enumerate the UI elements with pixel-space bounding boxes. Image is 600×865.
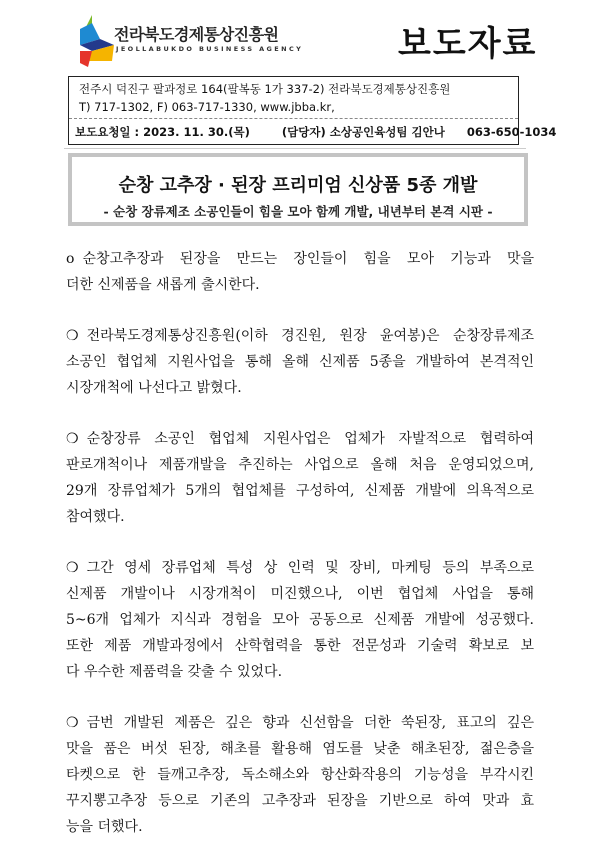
- paragraph-line: [66, 762, 534, 788]
- paragraph-line: [66, 478, 534, 504]
- paragraph-line: [66, 323, 534, 349]
- line-text: 소공인 협업체 지원사업을 통해 올해 신제품 5종을 개발하여 본격적인: [66, 354, 534, 370]
- divider: [69, 118, 518, 119]
- line-text: 순창고추장과 된장을 만드는 장인들이 힘을 모아 기능과 맛을: [82, 251, 534, 267]
- headline-box: [68, 153, 528, 226]
- bullet-icon: o: [66, 251, 75, 267]
- bullet-icon: ❍: [66, 715, 79, 731]
- line-text: 참여했다.: [66, 509, 125, 525]
- paragraph-line: [66, 349, 534, 375]
- manager: (담당자) 소상공인육성팀 김안나: [281, 125, 445, 139]
- article-body: [66, 246, 534, 865]
- line-text: 꾸지뽕고추장 등으로 기존의 고추장과 된장을 기반으로 하여 맛과 효: [66, 793, 534, 809]
- paragraph-line: [66, 607, 534, 633]
- paragraph-line: [66, 814, 534, 840]
- bullet-icon: ❍: [66, 328, 79, 344]
- line-text: 능을 더했다.: [66, 819, 143, 835]
- subheadline: - 순창 장류제조 소공인들이 힘을 모아 함께 개발, 내년부터 본격 시판 -: [103, 204, 493, 219]
- line-text: 더한 신제품을 새롭게 출시한다.: [66, 277, 260, 293]
- paragraph-line: [66, 272, 534, 298]
- line-text: 29개 장류업체가 5개의 협업체를 구성하여, 신제품 개발에 의욕적으로: [66, 483, 534, 499]
- line-text: 맛을 품은 버섯 된장, 해초를 활용해 염도를 낮춘 해초된장, 젊은층을: [66, 741, 534, 757]
- divider: [64, 148, 526, 149]
- paragraph-line: [66, 736, 534, 762]
- line-text: 그간 영세 장류업체 특성 상 인력 및 장비, 마케팅 등의 부족으로: [86, 560, 534, 576]
- paragraph: [66, 426, 534, 530]
- document-type-heading: 보도자료: [398, 24, 538, 64]
- line-text: 순창장류 소공인 협업체 지원사업은 업체가 자발적으로 협력하여: [86, 431, 534, 447]
- line-text: 신제품 개발이나 시장개척이 미진했으나, 이번 협업체 사업을 통해: [66, 586, 534, 602]
- headline: 순창 고추장 · 된장 프리미엄 신상품 5종 개발: [118, 175, 478, 196]
- contact-numbers: T) 717-1302, F) 063-717-1330, www.jbba.kr,: [79, 100, 335, 114]
- contact-info-box: [68, 76, 557, 145]
- paragraph-line: [66, 246, 534, 272]
- paragraph-line: [66, 659, 534, 685]
- org-name-ko: 전라북도경제통상진흥원: [114, 25, 279, 44]
- paragraph: [66, 246, 534, 298]
- org-name-en: JEOLLABUKDO BUSINESS AGENCY: [116, 45, 304, 53]
- line-text: 또한 제품 개발과정에서 산학협력을 통한 전문성과 기술력 확보로 보: [66, 638, 534, 654]
- paragraph: [66, 710, 534, 840]
- paragraph-line: [66, 710, 534, 736]
- line-text: 타켓으로 한 들깨고추장, 독소해소와 항산화작용의 기능성을 부각시킨: [66, 767, 534, 783]
- line-text: 시장개척에 나선다고 밝혔다.: [66, 380, 242, 396]
- line-text: 전라북도경제통상진흥원(이하 경진원, 원장 윤여봉)은 순창장류제조: [86, 328, 534, 344]
- paragraph-line: [66, 426, 534, 452]
- paragraph-line: [66, 555, 534, 581]
- paragraph: [66, 323, 534, 401]
- paragraph-line: [66, 788, 534, 814]
- bullet-icon: ❍: [66, 431, 79, 447]
- paragraph: [66, 555, 534, 685]
- request-line: [75, 124, 562, 140]
- line-text: 5~6개 업체가 지식과 경험을 모아 공동으로 신제품 개발에 성공했다.: [66, 612, 534, 628]
- paragraph-line: [66, 581, 534, 607]
- request-date: 보도요청일 : 2023. 11. 30.(목): [75, 125, 250, 139]
- paragraph-line: [66, 504, 534, 530]
- paragraph-line: [66, 633, 534, 659]
- line-text: 금번 개발된 제품은 깊은 향과 신선함을 더한 쑥된장, 표고의 깊은: [86, 715, 534, 731]
- paragraph-line: [66, 452, 534, 478]
- paragraph-line: [66, 375, 534, 401]
- address: 전주시 덕진구 팔과정로 164(팔복동 1가 337-2) 전라북도경제통상진흥원: [79, 82, 451, 96]
- line-text: 판로개척이나 제품개발을 추진하는 사업으로 올해 처음 운영되었으며,: [66, 457, 534, 473]
- line-text: 다 우수한 제품력을 갖출 수 있었다.: [66, 664, 283, 680]
- bullet-icon: ❍: [66, 560, 79, 576]
- manager-phone: 063-650-1034: [466, 125, 557, 139]
- agency-logo-icon: [78, 15, 114, 67]
